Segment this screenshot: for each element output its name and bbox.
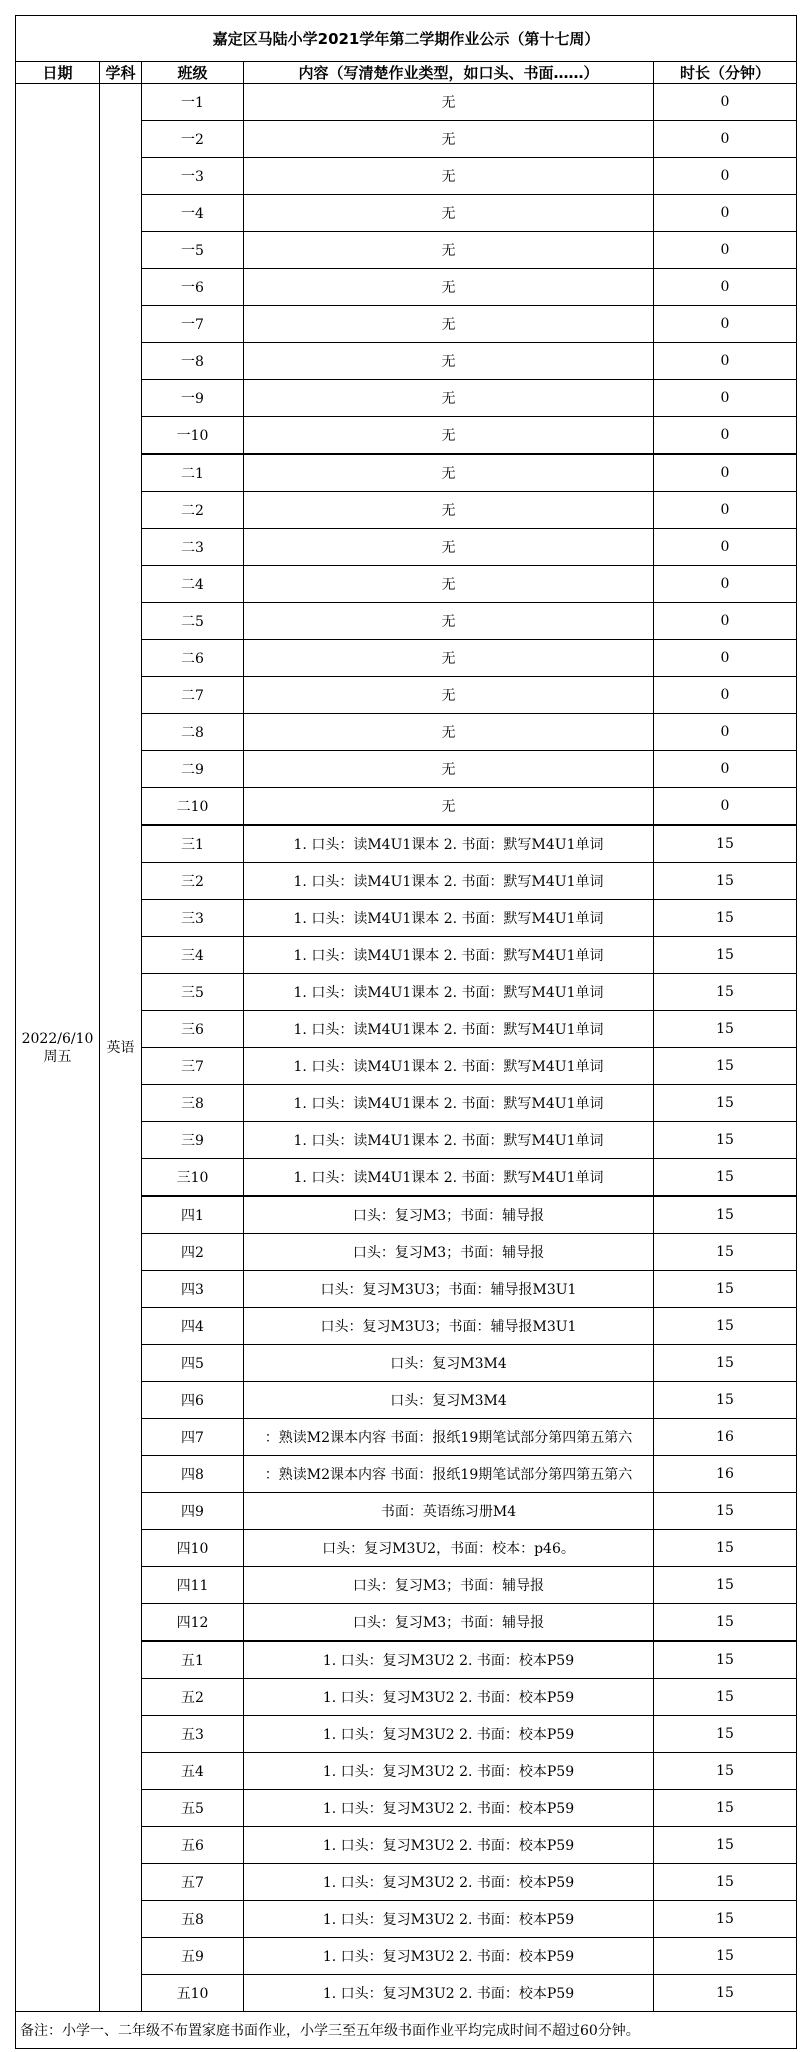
class-cell: 三10 <box>142 1159 244 1197</box>
content-cell: 无 <box>244 306 654 343</box>
content-cell: 无 <box>244 492 654 529</box>
content-cell: 口头：复习M3；书面：辅导报 <box>244 1234 654 1271</box>
class-cell: 五4 <box>142 1753 244 1790</box>
content-cell: 无 <box>244 714 654 751</box>
class-cell: 三1 <box>142 825 244 863</box>
content-cell: 1. 口头：复习M3U2 2. 书面：校本P59 <box>244 1975 654 2012</box>
class-cell: 二10 <box>142 788 244 826</box>
class-cell: 三7 <box>142 1048 244 1085</box>
class-cell: 五5 <box>142 1790 244 1827</box>
class-cell: 二4 <box>142 566 244 603</box>
class-cell: 一5 <box>142 232 244 269</box>
content-cell: 1. 口头：读M4U1课本 2. 书面：默写M4U1单词 <box>244 1122 654 1159</box>
class-cell: 四9 <box>142 1493 244 1530</box>
duration-cell: 15 <box>654 1271 797 1308</box>
content-cell: 无 <box>244 269 654 306</box>
header-date: 日期 <box>16 62 100 84</box>
duration-cell: 0 <box>654 269 797 306</box>
page-title: 嘉定区马陆小学2021学年第二学期作业公示（第十七周） <box>16 16 797 62</box>
duration-cell: 16 <box>654 1419 797 1456</box>
footnote: 备注：小学一、二年级不布置家庭书面作业，小学三至五年级书面作业平均完成时间不超过60分钟。 <box>16 2012 797 2049</box>
duration-cell: 15 <box>654 825 797 863</box>
content-cell: 1. 口头：读M4U1课本 2. 书面：默写M4U1单词 <box>244 1159 654 1197</box>
class-cell: 一7 <box>142 306 244 343</box>
class-cell: 三2 <box>142 863 244 900</box>
content-cell: 无 <box>244 84 654 121</box>
duration-cell: 0 <box>654 232 797 269</box>
duration-cell: 0 <box>654 529 797 566</box>
class-cell: 四1 <box>142 1196 244 1234</box>
content-cell: 1. 口头：读M4U1课本 2. 书面：默写M4U1单词 <box>244 974 654 1011</box>
content-cell: 1. 口头：复习M3U2 2. 书面：校本P59 <box>244 1938 654 1975</box>
content-cell: 无 <box>244 380 654 417</box>
header-class: 班级 <box>142 62 244 84</box>
content-cell: 口头：复习M3；书面：辅导报 <box>244 1604 654 1642</box>
duration-cell: 15 <box>654 1345 797 1382</box>
duration-cell: 0 <box>654 603 797 640</box>
class-cell: 三9 <box>142 1122 244 1159</box>
class-cell: 三8 <box>142 1085 244 1122</box>
class-cell: 四2 <box>142 1234 244 1271</box>
class-cell: 一10 <box>142 417 244 455</box>
duration-cell: 15 <box>654 863 797 900</box>
class-cell: 三3 <box>142 900 244 937</box>
duration-cell: 15 <box>654 1567 797 1604</box>
duration-cell: 0 <box>654 121 797 158</box>
header-subject: 学科 <box>100 62 142 84</box>
duration-cell: 0 <box>654 751 797 788</box>
content-cell: 1. 口头：读M4U1课本 2. 书面：默写M4U1单词 <box>244 1085 654 1122</box>
content-cell: 口头：复习M3U3；书面：辅导报M3U1 <box>244 1271 654 1308</box>
content-cell: 1. 口头：复习M3U2 2. 书面：校本P59 <box>244 1753 654 1790</box>
content-cell: 无 <box>244 603 654 640</box>
content-cell: ：熟读M2课本内容 书面：报纸19期笔试部分第四第五第六 <box>244 1456 654 1493</box>
duration-cell: 15 <box>654 1011 797 1048</box>
header-row <box>16 62 797 84</box>
class-cell: 四7 <box>142 1419 244 1456</box>
duration-cell: 0 <box>654 195 797 232</box>
content-cell: 无 <box>244 677 654 714</box>
content-cell: 1. 口头：读M4U1课本 2. 书面：默写M4U1单词 <box>244 900 654 937</box>
class-cell: 五10 <box>142 1975 244 2012</box>
class-cell: 三5 <box>142 974 244 1011</box>
content-cell: 无 <box>244 751 654 788</box>
class-cell: 二1 <box>142 454 244 492</box>
content-cell: 无 <box>244 788 654 826</box>
duration-cell: 0 <box>654 640 797 677</box>
duration-cell: 15 <box>654 1530 797 1567</box>
class-cell: 五7 <box>142 1864 244 1901</box>
duration-cell: 15 <box>654 1122 797 1159</box>
duration-cell: 15 <box>654 1901 797 1938</box>
subject-cell: 英语 <box>100 84 142 2012</box>
content-cell: 无 <box>244 232 654 269</box>
class-cell: 二7 <box>142 677 244 714</box>
class-cell: 三4 <box>142 937 244 974</box>
content-cell: 无 <box>244 454 654 492</box>
duration-cell: 0 <box>654 454 797 492</box>
homework-table <box>15 15 797 2049</box>
duration-cell: 0 <box>654 84 797 121</box>
duration-cell: 0 <box>654 380 797 417</box>
class-cell: 四4 <box>142 1308 244 1345</box>
table-row <box>16 84 797 121</box>
content-cell: 无 <box>244 195 654 232</box>
content-cell: 无 <box>244 158 654 195</box>
duration-cell: 15 <box>654 1159 797 1197</box>
class-cell: 五8 <box>142 1901 244 1938</box>
duration-cell: 15 <box>654 1493 797 1530</box>
duration-cell: 15 <box>654 1085 797 1122</box>
duration-cell: 0 <box>654 677 797 714</box>
class-cell: 一8 <box>142 343 244 380</box>
class-cell: 四5 <box>142 1345 244 1382</box>
class-cell: 四3 <box>142 1271 244 1308</box>
content-cell: 无 <box>244 417 654 455</box>
duration-cell: 0 <box>654 714 797 751</box>
content-cell: 1. 口头：读M4U1课本 2. 书面：默写M4U1单词 <box>244 937 654 974</box>
class-cell: 四6 <box>142 1382 244 1419</box>
title-row <box>16 16 797 62</box>
content-cell: 书面：英语练习册M4 <box>244 1493 654 1530</box>
duration-cell: 15 <box>654 974 797 1011</box>
content-cell: 1. 口头：复习M3U2 2. 书面：校本P59 <box>244 1716 654 1753</box>
duration-cell: 15 <box>654 1975 797 2012</box>
duration-cell: 15 <box>654 1308 797 1345</box>
content-cell: 无 <box>244 566 654 603</box>
class-cell: 二3 <box>142 529 244 566</box>
class-cell: 五1 <box>142 1641 244 1679</box>
class-cell: 二9 <box>142 751 244 788</box>
duration-cell: 15 <box>654 1827 797 1864</box>
duration-cell: 15 <box>654 1753 797 1790</box>
content-cell: 1. 口头：复习M3U2 2. 书面：校本P59 <box>244 1864 654 1901</box>
class-cell: 二8 <box>142 714 244 751</box>
weekday-value: 周五 <box>43 1048 72 1065</box>
class-cell: 四10 <box>142 1530 244 1567</box>
duration-cell: 15 <box>654 1196 797 1234</box>
duration-cell: 15 <box>654 1864 797 1901</box>
content-cell: 无 <box>244 529 654 566</box>
date-value: 2022/6/10 <box>21 1030 94 1047</box>
content-cell: 1. 口头：复习M3U2 2. 书面：校本P59 <box>244 1679 654 1716</box>
content-cell: 无 <box>244 640 654 677</box>
note-row <box>16 2012 797 2049</box>
class-cell: 一2 <box>142 121 244 158</box>
content-cell: 1. 口头：复习M3U2 2. 书面：校本P59 <box>244 1901 654 1938</box>
content-cell: 口头：复习M3M4 <box>244 1345 654 1382</box>
content-cell: 1. 口头：复习M3U2 2. 书面：校本P59 <box>244 1790 654 1827</box>
duration-cell: 15 <box>654 1790 797 1827</box>
class-cell: 一3 <box>142 158 244 195</box>
class-cell: 五3 <box>142 1716 244 1753</box>
class-cell: 二2 <box>142 492 244 529</box>
duration-cell: 15 <box>654 1604 797 1642</box>
content-cell: 1. 口头：读M4U1课本 2. 书面：默写M4U1单词 <box>244 863 654 900</box>
content-cell: 1. 口头：读M4U1课本 2. 书面：默写M4U1单词 <box>244 1048 654 1085</box>
content-cell: 1. 口头：复习M3U2 2. 书面：校本P59 <box>244 1641 654 1679</box>
duration-cell: 15 <box>654 937 797 974</box>
content-cell: ：熟读M2课本内容 书面：报纸19期笔试部分第四第五第六 <box>244 1419 654 1456</box>
class-cell: 二5 <box>142 603 244 640</box>
class-cell: 一6 <box>142 269 244 306</box>
class-cell: 二6 <box>142 640 244 677</box>
class-cell: 四12 <box>142 1604 244 1642</box>
content-cell: 无 <box>244 343 654 380</box>
homework-sheet <box>15 15 796 2049</box>
date-cell <box>16 84 100 2012</box>
content-cell: 1. 口头：读M4U1课本 2. 书面：默写M4U1单词 <box>244 825 654 863</box>
duration-cell: 15 <box>654 1048 797 1085</box>
duration-cell: 0 <box>654 306 797 343</box>
duration-cell: 0 <box>654 417 797 455</box>
class-cell: 五2 <box>142 1679 244 1716</box>
class-cell: 五9 <box>142 1938 244 1975</box>
content-cell: 无 <box>244 121 654 158</box>
duration-cell: 16 <box>654 1456 797 1493</box>
duration-cell: 0 <box>654 566 797 603</box>
duration-cell: 15 <box>654 1382 797 1419</box>
header-content: 内容（写清楚作业类型，如口头、书面……） <box>244 62 654 84</box>
duration-cell: 15 <box>654 1679 797 1716</box>
duration-cell: 15 <box>654 1716 797 1753</box>
content-cell: 1. 口头：复习M3U2 2. 书面：校本P59 <box>244 1827 654 1864</box>
content-cell: 口头：复习M3；书面：辅导报 <box>244 1567 654 1604</box>
duration-cell: 15 <box>654 1938 797 1975</box>
class-cell: 一9 <box>142 380 244 417</box>
content-cell: 1. 口头：读M4U1课本 2. 书面：默写M4U1单词 <box>244 1011 654 1048</box>
content-cell: 口头：复习M3U2，书面：校本：p46。 <box>244 1530 654 1567</box>
duration-cell: 0 <box>654 492 797 529</box>
content-cell: 口头：复习M3；书面：辅导报 <box>244 1196 654 1234</box>
class-cell: 五6 <box>142 1827 244 1864</box>
duration-cell: 15 <box>654 1641 797 1679</box>
content-cell: 口头：复习M3M4 <box>244 1382 654 1419</box>
content-cell: 口头：复习M3U3；书面：辅导报M3U1 <box>244 1308 654 1345</box>
class-cell: 四11 <box>142 1567 244 1604</box>
header-duration: 时长（分钟） <box>654 62 797 84</box>
duration-cell: 15 <box>654 900 797 937</box>
class-cell: 四8 <box>142 1456 244 1493</box>
duration-cell: 0 <box>654 158 797 195</box>
duration-cell: 0 <box>654 788 797 826</box>
class-cell: 一1 <box>142 84 244 121</box>
duration-cell: 0 <box>654 343 797 380</box>
class-cell: 三6 <box>142 1011 244 1048</box>
duration-cell: 15 <box>654 1234 797 1271</box>
class-cell: 一4 <box>142 195 244 232</box>
